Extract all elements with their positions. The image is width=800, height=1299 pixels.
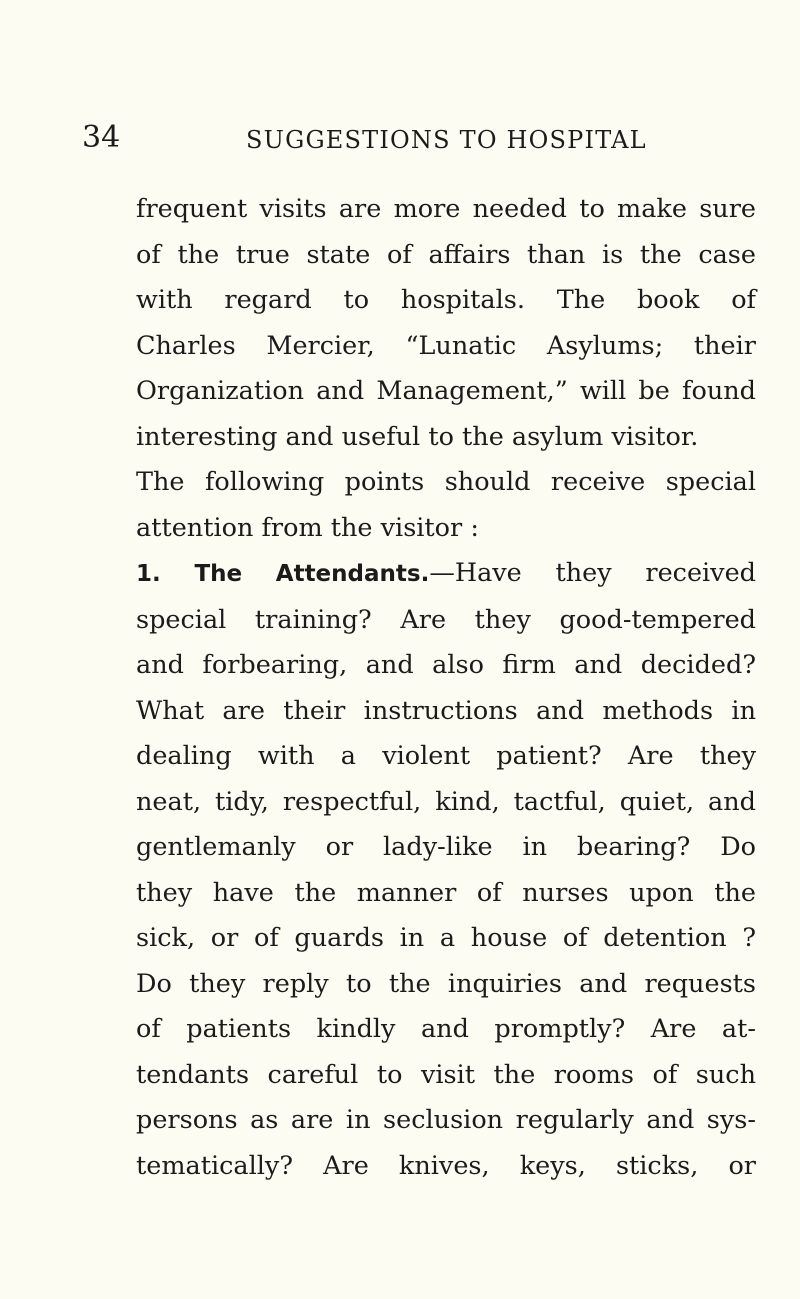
text-line: gentlemanly or lady-like in bearing? Do (136, 832, 756, 862)
text-line: of the true state of affairs than is the case (136, 239, 756, 270)
running-head (82, 118, 762, 158)
text-line: interesting and useful to the asylum visitor. (136, 421, 699, 452)
text-line: Do they reply to the inquiries and requests (136, 968, 756, 999)
text-line: tendants careful to visit the rooms of such (136, 1059, 756, 1090)
section-heading: The Attendants. (194, 561, 430, 587)
text-line: tematically? Are knives, keys, sticks, or (136, 1150, 756, 1181)
text-line: special training? Are they good-tempered (136, 604, 756, 635)
text-line: and forbearing, and also firm and decided? (136, 650, 756, 680)
text-line: sick, or of guards in a house of detention ? (136, 923, 756, 953)
section-number: 1. (136, 561, 161, 587)
text-line: What are their instructions and methods in (136, 695, 756, 726)
text-line: with regard to hospitals. The book of (136, 285, 756, 315)
section-line (136, 551, 756, 598)
text-line: attention from the visitor : (136, 512, 479, 543)
text-line: Organization and Management,” will be found (136, 376, 756, 406)
text-line: of patients kindly and promptly? Are at- (136, 1014, 756, 1044)
text-line: persons as are in seclusion regularly and sys- (136, 1105, 756, 1135)
text-line: frequent visits are more needed to make sure (136, 194, 756, 224)
text-line: dealing with a violent patient? Are they (136, 741, 756, 771)
page-number: 34 (82, 120, 121, 155)
text-line: they have the manner of nurses upon the (136, 877, 756, 908)
running-title: SUGGESTIONS TO HOSPITAL (246, 126, 647, 154)
text-line: The following points should receive special (136, 467, 756, 497)
section-line-text: —Have they received (429, 558, 757, 588)
text-line: Charles Mercier, “Lunatic Asylums; their (136, 330, 756, 361)
text-line: neat, tidy, respectful, kind, tactful, quiet, and (136, 786, 756, 817)
body-text (136, 187, 756, 1189)
